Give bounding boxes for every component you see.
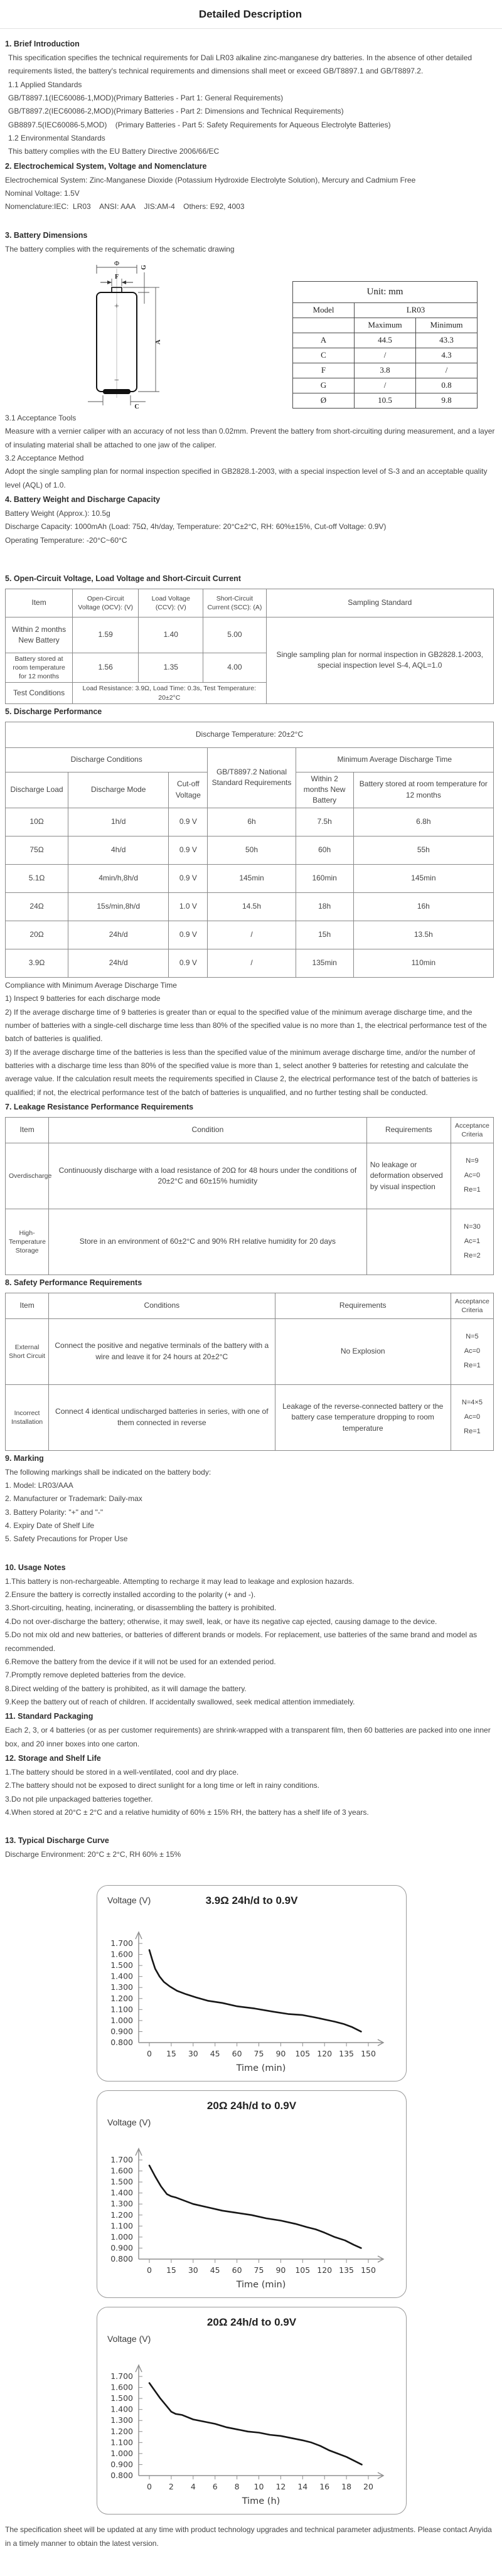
x-tick-label: 30 — [188, 2049, 198, 2059]
table-cell: 15s/min,8h/d — [68, 892, 169, 921]
table-cell: Leakage of the reverse-connected battery or the battery case temperature dropping to room temperature — [275, 1384, 451, 1450]
discharge-curve-line — [149, 1950, 361, 2032]
y-tick-label: 1.000 — [110, 2232, 133, 2242]
table-cell: 6.8h — [353, 808, 493, 836]
table-cell: 18h — [296, 892, 353, 921]
section-heading-safety: 8. Safety Performance Requirements — [5, 1278, 142, 1287]
table-row — [293, 302, 478, 318]
table-row — [6, 1209, 494, 1275]
table-cell — [451, 1318, 493, 1384]
table-cell: 24Ω — [6, 892, 68, 921]
table-cell: 5.1Ω — [6, 864, 68, 892]
chart-plot — [100, 2353, 400, 2508]
dimensions-figure-block — [5, 260, 496, 409]
y-tick-label: 1.000 — [110, 2449, 133, 2459]
table-cell: 10Ω — [6, 808, 68, 836]
table-row — [6, 1293, 494, 1318]
table-cell: Store in an environment of 60±2°C and 90% RH relative humidity for 20 days — [49, 1209, 367, 1275]
table-cell: 60h — [296, 836, 353, 864]
x-tick-label: 45 — [210, 2049, 220, 2059]
table-cell: 135min — [296, 949, 353, 977]
acceptance-n: N=30 — [464, 1223, 481, 1231]
plus-terminal-mark: + — [114, 301, 119, 311]
table-cell: 3.9Ω — [6, 949, 68, 977]
table-cell: F — [293, 363, 355, 378]
list-item: 8.Direct welding of the battery is prohibited, as it will damage the battery. — [5, 1684, 247, 1693]
footer-revision-note: The specification sheet will be updated at any time with product technology upgrades and technical parameter adjustments. Please contact Anyida in a timely manner to obtain the latest version. — [5, 2525, 492, 2548]
table-cell: External Short Circuit — [6, 1318, 49, 1384]
subheading: 3.2 Acceptance Method — [5, 454, 84, 463]
y-tick-label: 1.600 — [110, 2383, 133, 2393]
y-tick-label: 1.500 — [110, 2177, 133, 2187]
table-row — [293, 333, 478, 348]
table-cell: 1.0 V — [169, 892, 208, 921]
x-tick-label: 0 — [147, 2482, 152, 2492]
y-tick-label: 1.700 — [110, 1938, 133, 1948]
paragraph: Adopt the single sampling plan for normal inspection specified in GB2828.1-2003, with a special inspection level of S-3 and an acceptable quality level (AQL) of 1.0. — [5, 467, 488, 489]
x-tick-label: 60 — [232, 2049, 242, 2059]
list-item: 5. Safety Precautions for Proper Use — [5, 1534, 128, 1544]
table-cell: High-Temperature Storage — [6, 1209, 49, 1275]
list-item: 9.Keep the battery out of reach of children. If accidentally swallowed, seek medical attention immediately. — [5, 1697, 355, 1706]
discharge-curve-line — [149, 2166, 361, 2248]
y-tick-label: 0.900 — [110, 2026, 133, 2036]
paragraph: Measure with a vernier caliper with an accuracy of not less than 0.02mm. Prevent the battery from short-circuiting during measurement, and a layer of insulating material shall be attached to one jaw of the caliper. — [5, 427, 495, 449]
table-cell: LR03 — [355, 302, 478, 318]
table-cell: Connect the positive and negative terminals of the battery with a wire and leave it for 24 hours at 20±2°C — [49, 1318, 275, 1384]
paragraph: Discharge Environment: 20°C ± 2°C, RH 60% ± 15% — [5, 1850, 181, 1859]
subheading: 1.2 Environmental Standards — [8, 134, 105, 143]
discharge-curve-line — [149, 2383, 362, 2465]
table-cell: 43.3 — [416, 333, 478, 348]
table-cell: Maximum — [355, 318, 416, 333]
x-tick-label: 0 — [147, 2049, 152, 2059]
dim-label-g: G — [141, 265, 147, 270]
column-header: Cut-off Voltage — [169, 772, 208, 808]
list-item: 3. Battery Polarity: "+" and "-" — [5, 1507, 104, 1517]
list-item: 7.Promptly remove depleted batteries from the device. — [5, 1670, 186, 1680]
table-cell: 110min — [353, 949, 493, 977]
section-heading-leakage: 7. Leakage Resistance Performance Requirements — [5, 1103, 194, 1112]
table-cell: / — [355, 348, 416, 363]
table-row — [293, 281, 478, 302]
column-header: Discharge Mode — [68, 772, 169, 808]
y-tick-label: 0.800 — [110, 2038, 133, 2048]
y-tick-label: 1.700 — [110, 2371, 133, 2381]
table-cell: 4.3 — [416, 348, 478, 363]
x-tick-label: 150 — [361, 2265, 376, 2275]
paragraph: This specification specifies the technical requirements for Dali LR03 alkaline zinc-manganese dry batteries. In the absence of other detailed requirements listed, the battery's technical requirements and dimensions shall meet or exceed GB/T8897.1 and GB/T8897.2. — [8, 53, 473, 76]
y-tick-label: 1.400 — [110, 1972, 133, 1982]
y-tick-label: 1.400 — [110, 2405, 133, 2415]
table-cell: 6h — [208, 808, 296, 836]
table-cell: 4h/d — [68, 836, 169, 864]
table-row — [6, 892, 494, 921]
section-heading-dimensions: 3. Battery Dimensions — [5, 230, 88, 240]
table-cell: Minimum — [416, 318, 478, 333]
x-tick-label: 135 — [339, 2049, 355, 2059]
y-tick-label: 1.600 — [110, 1950, 133, 1960]
section-heading-ocv: 5. Open-Circuit Voltage, Load Voltage and Short-Circuit Current — [5, 574, 241, 584]
x-tick-label: 120 — [317, 2265, 333, 2275]
table-row — [293, 348, 478, 363]
table-row — [6, 836, 494, 864]
table-row — [6, 1143, 494, 1209]
chart-title: 20Ω 24h/d to 0.9V — [206, 2100, 297, 2112]
table-cell: No Explosion — [275, 1318, 451, 1384]
dim-label-a: A — [154, 339, 162, 345]
table-cell: 0.8 — [416, 378, 478, 393]
table-row — [6, 722, 494, 747]
table-cell: 145min — [353, 864, 493, 892]
chart-canvas — [97, 1892, 406, 2078]
dim-label-c: C — [134, 403, 139, 409]
table-cell: 24h/d — [68, 949, 169, 977]
table-cell: 1.35 — [139, 653, 203, 683]
y-tick-label: 1.100 — [110, 2004, 133, 2014]
table-cell: / — [208, 949, 296, 977]
x-tick-label: 2 — [168, 2482, 174, 2492]
chart-plot — [100, 1920, 400, 2075]
column-header: Discharge Load — [6, 772, 68, 808]
table-cell: 55h — [353, 836, 493, 864]
table-row — [293, 393, 478, 408]
table-row — [293, 318, 478, 333]
table-cell: 16h — [353, 892, 493, 921]
x-tick-label: 45 — [210, 2265, 220, 2275]
list-item: 6.Remove the battery from the device if it will not be used for an extended period. — [5, 1657, 276, 1666]
x-tick-label: 4 — [190, 2482, 196, 2492]
list-item: 2. Manufacturer or Trademark: Daily-max — [5, 1494, 142, 1504]
x-tick-label: 12 — [275, 2482, 286, 2492]
table-row — [6, 1384, 494, 1450]
standard-line: GB/T8897.1(IEC60086-1,MOD)(Primary Batteries - Part 1: General Requirements) — [8, 93, 284, 102]
table-row — [6, 747, 494, 772]
table-cell: 20Ω — [6, 921, 68, 949]
column-header: Conditions — [49, 1293, 275, 1318]
paragraph: The battery complies with the requirements of the schematic drawing — [5, 244, 235, 254]
table-cell: G — [293, 378, 355, 393]
list-item: 1. Model: LR03/AAA — [5, 1481, 73, 1490]
table-row — [6, 949, 494, 977]
section-heading-storage: 12. Storage and Shelf Life — [5, 1753, 101, 1763]
column-header: Item — [6, 1293, 49, 1318]
table-cell: A — [293, 333, 355, 348]
y-tick-label: 1.200 — [110, 2210, 133, 2220]
list-item: 3.Short-circuiting, heating, incinerating, or disassembling the battery is prohibited. — [5, 1603, 277, 1613]
table-cell: 75Ω — [6, 836, 68, 864]
x-tick-label: 75 — [254, 2265, 264, 2275]
list-item: 2.The battery should not be exposed to direct sunlight for a long time or left in rainy conditions. — [5, 1781, 319, 1790]
table-cell: 1.59 — [73, 617, 139, 653]
x-tick-label: 6 — [212, 2482, 218, 2492]
x-axis-label: Time (min) — [236, 2280, 286, 2290]
leakage-table — [5, 1117, 494, 1275]
y-tick-label: 1.500 — [110, 1960, 133, 1970]
column-header: Sampling Standard — [266, 589, 494, 617]
section-heading-marking: 9. Marking — [5, 1453, 44, 1463]
section-heading-electrochemical: 2. Electrochemical System, Voltage and Nomenclature — [5, 161, 207, 171]
y-tick-label: 0.800 — [110, 2471, 133, 2481]
chart-title: 3.9Ω 24h/d to 0.9V — [205, 1895, 298, 1907]
table-cell: 15h — [296, 921, 353, 949]
table-cell: 13.5h — [353, 921, 493, 949]
table-cell — [366, 1209, 451, 1275]
paragraph: Electrochemical System: Zinc-Manganese Dioxide (Potassium Hydroxide Electrolyte Solution), Mercury and Cadmium Free — [5, 175, 416, 184]
table-cell: C — [293, 348, 355, 363]
table-cell: 1.40 — [139, 617, 203, 653]
chart-y-axis-label: Voltage (V) — [107, 2334, 151, 2344]
dimensions-table — [292, 281, 478, 409]
table-row — [293, 378, 478, 393]
column-header: Within 2 months New Battery — [296, 772, 353, 808]
table-cell: Single sampling plan for normal inspection in GB2828.1-2003, special inspection level S-4, AQL=1.0 — [266, 617, 494, 703]
paragraph: Battery Weight (Approx.): 10.5g — [5, 508, 110, 518]
y-tick-label: 0.800 — [110, 2254, 133, 2264]
column-header: Discharge Conditions — [6, 747, 208, 772]
table-row — [6, 617, 494, 653]
minus-terminal-mark: − — [114, 375, 119, 385]
table-cell: Unit: mm — [293, 281, 478, 302]
table-cell: 3.8 — [355, 363, 416, 378]
page-title: Detailed Description — [198, 8, 302, 20]
table-cell: Test Conditions — [6, 683, 73, 703]
paragraph: Operating Temperature: -20°C~60°C — [5, 535, 127, 545]
paragraph: This battery complies with the EU Battery Directive 2006/66/EC — [8, 147, 220, 156]
table-cell: No leakage or deformation observed by visual inspection — [366, 1143, 451, 1209]
y-tick-label: 1.400 — [110, 2188, 133, 2198]
table-row — [6, 589, 494, 617]
x-tick-label: 90 — [275, 2265, 286, 2275]
table-cell — [451, 1143, 493, 1209]
paragraph: Compliance with Minimum Average Discharge Time — [5, 980, 177, 990]
paragraph: The following markings shall be indicated on the battery body: — [5, 1467, 211, 1477]
acceptance-re: Re=1 — [464, 1186, 481, 1194]
list-item: 4.Do not over-discharge the battery; otherwise, it may swell, leak, or have its negative cap ejected, causing damage to the device. — [5, 1617, 437, 1626]
x-axis-label: Time (h) — [242, 2496, 280, 2507]
discharge-table — [5, 722, 494, 978]
column-header: Condition — [49, 1117, 367, 1143]
paragraph: 1) Inspect 9 batteries for each discharge mode — [5, 994, 161, 1003]
x-tick-label: 90 — [275, 2049, 286, 2059]
subheading: 3.1 Acceptance Tools — [5, 413, 77, 422]
table-cell — [293, 318, 355, 333]
dim-label-phi: Φ — [114, 259, 120, 267]
y-tick-label: 1.200 — [110, 2427, 133, 2437]
list-item: 3.Do not pile unpackaged batteries together. — [5, 1794, 153, 1804]
standard-line: GB8897.5(IEC60086-5,MOD) (Primary Batteries - Part 5: Safety Requirements for Aqueous Electrolyte Batteries) — [8, 120, 391, 129]
x-tick-label: 105 — [295, 2049, 311, 2059]
y-tick-label: 0.900 — [110, 2459, 133, 2469]
dim-label-f: F — [114, 273, 119, 281]
paragraph: Discharge Capacity: 1000mAh (Load: 75Ω, 4h/day, Temperature: 20°C±2°C, RH: 60%±15%, Cut-off Voltage: 0.9V) — [5, 522, 387, 532]
y-tick-label: 1.600 — [110, 2166, 133, 2176]
x-tick-label: 8 — [234, 2482, 240, 2492]
table-cell: / — [208, 921, 296, 949]
table-cell: Discharge Temperature: 20±2°C — [6, 722, 494, 747]
table-cell: 0.9 V — [169, 921, 208, 949]
table-row — [6, 808, 494, 836]
y-tick-label: 1.200 — [110, 1994, 133, 2004]
acceptance-n: N=9 — [466, 1157, 479, 1165]
table-cell: / — [355, 378, 416, 393]
column-header: Acceptance Criteria — [451, 1117, 493, 1143]
table-cell: 50h — [208, 836, 296, 864]
list-item: 4.When stored at 20°C ± 2°C and a relative humidity of 60% ± 15% RH, the battery has a shelf life of 3 years. — [5, 1807, 369, 1817]
table-cell: 9.8 — [416, 393, 478, 408]
y-tick-label: 1.300 — [110, 2415, 133, 2425]
paragraph: Each 2, 3, or 4 batteries (or as per customer requirements) are shrink-wrapped with a transparent film, then 60 batteries are packed into one inner box, and 20 inner boxes into one carton. — [5, 1726, 491, 1748]
x-tick-label: 14 — [297, 2482, 308, 2492]
acceptance-re: Re=1 — [464, 1362, 481, 1370]
table-cell — [451, 1384, 493, 1450]
x-tick-label: 15 — [166, 2049, 176, 2059]
acceptance-ac: Ac=0 — [464, 1413, 481, 1421]
section-heading-usage: 10. Usage Notes — [5, 1563, 66, 1572]
list-item: 1.This battery is non-rechargeable. Attempting to recharge it may lead to leakage and explosion hazards. — [5, 1576, 355, 1586]
table-row — [6, 864, 494, 892]
y-tick-label: 0.900 — [110, 2243, 133, 2253]
acceptance-n: N=4×5 — [461, 1399, 483, 1407]
table-cell — [451, 1209, 493, 1275]
x-tick-label: 60 — [232, 2265, 242, 2275]
table-cell: 145min — [208, 864, 296, 892]
column-header: Item — [6, 589, 73, 617]
section-heading-discharge: 5. Discharge Performance — [5, 707, 102, 716]
column-header: Requirements — [366, 1117, 451, 1143]
table-cell: Continuously discharge with a load resistance of 20Ω for 48 hours under the conditions of 20±2°C and 60±15% humidity — [49, 1143, 367, 1209]
x-tick-label: 16 — [319, 2482, 330, 2492]
y-tick-label: 1.100 — [110, 2437, 133, 2447]
column-header: Short-Circuit Current (SCC): (A) — [203, 589, 266, 617]
x-tick-label: 10 — [254, 2482, 264, 2492]
table-cell: 0.9 V — [169, 864, 208, 892]
paragraph: Nomenclature:IEC: LR03 ANSI: AAA JIS:AM-4 Others: E92, 4003 — [5, 202, 245, 211]
x-tick-label: 30 — [188, 2265, 198, 2275]
acceptance-n: N=5 — [466, 1333, 479, 1341]
y-tick-label: 1.000 — [110, 2016, 133, 2026]
table-cell: Within 2 months New Battery — [6, 617, 73, 653]
subheading: 1.1 Applied Standards — [8, 80, 82, 89]
table-cell: Load Resistance: 3.9Ω, Load Time: 0.3s, Test Temperature: 20±2°C — [73, 683, 266, 703]
discharge-curve-chart-3 — [97, 2307, 407, 2515]
chart-plot — [100, 2136, 400, 2292]
table-cell: Model — [293, 302, 355, 318]
table-cell: 14.5h — [208, 892, 296, 921]
table-cell: Overdischarge — [6, 1143, 49, 1209]
list-item: 5.Do not mix old and new batteries, or batteries of different brands or models. For replacement, use batteries of the same brand and model as recommended. — [5, 1630, 478, 1653]
table-cell: 4min/h,8h/d — [68, 864, 169, 892]
column-header: Load Voltage (CCV): (V) — [139, 589, 203, 617]
x-tick-label: 120 — [317, 2049, 333, 2059]
table-cell: Ø — [293, 393, 355, 408]
battery-schematic — [79, 260, 230, 409]
column-header: GB/T8897.2 National Standard Requirements — [208, 747, 296, 808]
standard-line: GB/T8897.2(IEC60086-2,MOD)(Primary Batteries - Part 2: Dimensions and Technical Requirements) — [8, 107, 344, 116]
column-header: Requirements — [275, 1293, 451, 1318]
discharge-curve-chart-1 — [97, 1885, 407, 2082]
paragraph: 3) If the average discharge time of the batteries is less than the specified value of the minimum average discharge time, and/or the number of batteries with a discharge time less than 80% of the specified value is more than 1, select another 9 batteries for retesting and calculate the average value. If the calculation result meets the requirements specified in Clause 2, the electrical performance test of the batch of batteries is qualified; if not, the electrical performance test of the batch of batteries is unqualified, and no further testing shall be conducted. — [5, 1047, 478, 1097]
table-cell: 160min — [296, 864, 353, 892]
table-cell: / — [416, 363, 478, 378]
x-tick-label: 15 — [166, 2265, 176, 2275]
list-item: 1.The battery should be stored in a well-ventilated, cool and dry place. — [5, 1767, 239, 1777]
table-row — [6, 921, 494, 949]
acceptance-ac: Ac=0 — [464, 1347, 481, 1355]
paragraph: 2) If the average discharge time of 9 batteries is greater than or equal to the specified value of the minimum average discharge time, and the number of batteries with a single-cell discharge time less than 80% of the specified value is no more than 1, the electrical performance test of the batch of batteries is qualified. — [5, 1007, 487, 1044]
y-tick-label: 1.700 — [110, 2155, 133, 2165]
table-cell: Incorrect Installation — [6, 1384, 49, 1450]
paragraph: Nominal Voltage: 1.5V — [5, 188, 80, 198]
y-tick-label: 1.100 — [110, 2221, 133, 2231]
table-cell: 0.9 V — [169, 808, 208, 836]
column-header: Open-Circuit Voltage (OCV): (V) — [73, 589, 139, 617]
column-header: Minimum Average Discharge Time — [296, 747, 493, 772]
x-tick-label: 20 — [363, 2482, 373, 2492]
section-heading-weight: 4. Battery Weight and Discharge Capacity — [5, 495, 161, 505]
table-cell: 0.9 V — [169, 836, 208, 864]
safety-table — [5, 1293, 494, 1451]
table-cell: 1.56 — [73, 653, 139, 683]
table-cell: 7.5h — [296, 808, 353, 836]
acceptance-re: Re=2 — [464, 1252, 481, 1260]
section-heading-brief-introduction: 1. Brief Introduction — [5, 40, 80, 48]
column-header: Battery stored at room temperature for 12 months — [353, 772, 493, 808]
x-tick-label: 0 — [147, 2265, 152, 2275]
x-tick-label: 105 — [295, 2265, 311, 2275]
ocv-table — [5, 589, 494, 704]
x-axis-label: Time (min) — [236, 2063, 286, 2074]
x-tick-label: 18 — [341, 2482, 352, 2492]
acceptance-ac: Ac=0 — [464, 1172, 481, 1180]
title-divider — [0, 28, 502, 29]
chart-y-axis-label: Voltage (V) — [107, 2117, 151, 2128]
list-item: 2.Ensure the battery is correctly installed according to the polarity (+ and -). — [5, 1590, 256, 1600]
table-cell: 10.5 — [355, 393, 416, 408]
acceptance-re: Re=1 — [464, 1428, 481, 1436]
table-cell: 24h/d — [68, 921, 169, 949]
section-heading-curves: 13. Typical Discharge Curve — [5, 1836, 109, 1846]
table-cell: 0.9 V — [169, 949, 208, 977]
chart-y-axis-label: Voltage (V) — [107, 1895, 151, 1906]
y-tick-label: 1.300 — [110, 1982, 133, 1992]
chart-title: 20Ω 24h/d to 0.9V — [206, 2316, 297, 2329]
y-tick-label: 1.500 — [110, 2393, 133, 2403]
table-row — [6, 1117, 494, 1143]
table-cell: 5.00 — [203, 617, 266, 653]
x-tick-label: 75 — [254, 2049, 264, 2059]
y-tick-label: 1.300 — [110, 2199, 133, 2209]
acceptance-ac: Ac=1 — [464, 1237, 481, 1246]
list-item: 4. Expiry Date of Shelf Life — [5, 1521, 95, 1531]
table-row — [6, 1318, 494, 1384]
table-cell: 1h/d — [68, 808, 169, 836]
x-tick-label: 135 — [339, 2265, 355, 2275]
table-cell: Battery stored at room temperature for 12 months — [6, 653, 73, 683]
table-cell: 44.5 — [355, 333, 416, 348]
table-row — [293, 363, 478, 378]
x-tick-label: 150 — [361, 2049, 376, 2059]
section-heading-packaging: 11. Standard Packaging — [5, 1712, 93, 1721]
table-cell: 4.00 — [203, 653, 266, 683]
column-header: Item — [6, 1117, 49, 1143]
table-cell: Connect 4 identical undischarged batteries in series, with one of them connected in reverse — [49, 1384, 275, 1450]
discharge-curve-chart-2 — [97, 2090, 407, 2298]
column-header: Acceptance Criteria — [451, 1293, 493, 1318]
